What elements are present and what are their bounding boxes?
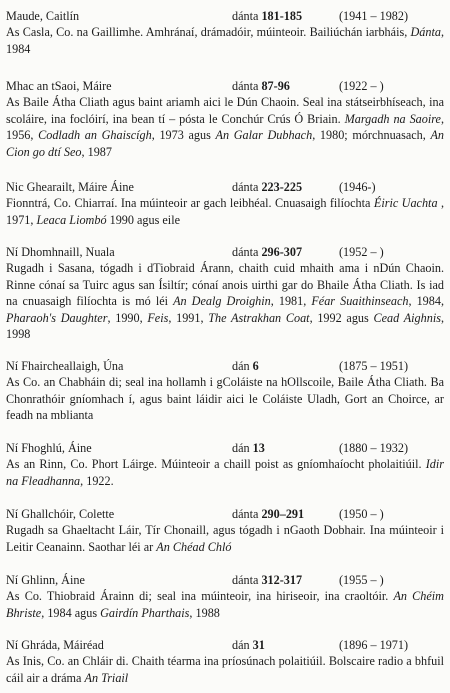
life-dates: (1941 – 1982) bbox=[339, 9, 409, 23]
author-name: Nic Ghearailt, Máire Áine bbox=[6, 180, 134, 194]
entry-nic-ghearailt-maire-aine bbox=[6, 179, 444, 228]
bio-text: 1990 agus eile bbox=[106, 212, 180, 227]
entry-ni-fhoghlu-aine bbox=[6, 440, 444, 489]
author-bio bbox=[6, 195, 444, 228]
entry-ni-ghallchoir-colette bbox=[6, 506, 444, 555]
work-title: An Cion go dtí Seo bbox=[6, 128, 444, 159]
author-bio bbox=[6, 24, 444, 57]
poem-reference: dán 6 bbox=[232, 359, 259, 373]
bio-text: , 1981, bbox=[270, 294, 312, 308]
work-title: Codladh an Ghaiscígh bbox=[38, 128, 152, 142]
poem-reference: dánta 296-307 bbox=[232, 245, 303, 259]
bio-text: As an Rinn, Co. Phort Láirge. Múinteoir a chaill poist as gníomhaíocht pholaitiúil. bbox=[6, 457, 426, 471]
entry-mhac-an-tsaoi-maire bbox=[6, 78, 444, 160]
entry-header bbox=[6, 244, 444, 260]
author-bio bbox=[6, 456, 444, 489]
bio-text: , 1992 agus bbox=[309, 310, 374, 325]
bio-text: , 1971, bbox=[6, 196, 445, 227]
bio-text: , 1973 agus bbox=[151, 128, 216, 142]
life-dates: (1880 – 1932) bbox=[339, 441, 409, 455]
author-name: Ní Fhoghlú, Áine bbox=[6, 441, 92, 455]
life-dates: (1922 – ) bbox=[339, 79, 384, 93]
work-title: Margadh na Saoire bbox=[344, 111, 441, 126]
author-name: Mhac an tSaoi, Máire bbox=[6, 79, 112, 93]
author-bio bbox=[6, 94, 444, 160]
bio-text: , 1987 bbox=[81, 144, 112, 159]
poem-reference: dánta 87-96 bbox=[232, 79, 290, 93]
entry-maude-caitlin bbox=[6, 8, 444, 57]
entry-ni-fhaircheallaigh-una bbox=[6, 358, 444, 424]
work-title: Dánta bbox=[410, 25, 441, 39]
life-dates: (1950 – ) bbox=[339, 507, 384, 521]
author-name: Ní Ghallchóir, Colette bbox=[6, 507, 115, 521]
bio-text: Rugadh i Sasana, tógadh i dTiobraid Árann, chaith cuid mhaith ama i nDún Chaoin. Rinne cónaí sa Tuirc agus san Ísiltír; cónaí anois uirthi gar do Bhaile Átha Cliath. Is iad na cnuasaigh filíochta is mó léi bbox=[6, 261, 444, 308]
author-bio bbox=[6, 374, 444, 424]
entry-ni-dhomhnaill-nuala bbox=[6, 244, 444, 343]
bio-text: , 1984 agus bbox=[41, 605, 101, 620]
work-title: The Astrakhan Coat bbox=[208, 310, 310, 325]
bio-text: , 1991, bbox=[168, 310, 209, 325]
author-name: Ní Ghráda, Máiréad bbox=[6, 638, 104, 652]
poem-reference: dánta 223-225 bbox=[232, 180, 303, 194]
entry-header bbox=[6, 506, 444, 522]
work-title: Cead Aighnis bbox=[373, 310, 441, 325]
author-name: Maude, Caitlín bbox=[6, 9, 80, 23]
entry-header bbox=[6, 440, 444, 456]
author-name: Ní Ghlinn, Áine bbox=[6, 573, 85, 587]
work-title: Éiric Uachta bbox=[373, 196, 438, 210]
life-dates: (1875 – 1951) bbox=[339, 359, 409, 373]
work-title: An Chéad Chló bbox=[156, 539, 232, 554]
entry-header bbox=[6, 78, 444, 94]
entry-header bbox=[6, 8, 444, 24]
entry-header bbox=[6, 572, 444, 588]
author-name: Ní Dhomhnaill, Nuala bbox=[6, 245, 115, 259]
bio-text: , 1988 bbox=[189, 605, 220, 620]
bio-text: , 1990, bbox=[107, 310, 148, 325]
work-title: An Chéim Bhriste bbox=[6, 589, 444, 620]
life-dates: (1896 – 1971) bbox=[339, 638, 409, 652]
author-bio bbox=[6, 260, 444, 343]
bio-text: Fionntrá, Co. Chiarraí. Ina múinteoir ar gach leibhéal. Cnuasaigh filíochta bbox=[6, 196, 374, 210]
life-dates: (1946-) bbox=[339, 180, 376, 194]
entry-ni-ghlinn-aine bbox=[6, 572, 444, 621]
poem-reference: dánta 312-317 bbox=[232, 573, 303, 587]
bio-text: , 1984, bbox=[408, 294, 445, 308]
life-dates: (1955 – ) bbox=[339, 573, 384, 587]
work-title: Pharaoh's Daughter bbox=[6, 310, 108, 325]
work-title: An Triail bbox=[84, 670, 129, 685]
poem-reference: dán 13 bbox=[232, 441, 265, 455]
bio-text: As Inis, Co. an Chláir di. Chaith téarma ina príosúnach polaitiúil. Bolscaire radio a bhfuil cáil air a dráma bbox=[6, 654, 444, 685]
entry-ni-ghrada-mairead bbox=[6, 637, 444, 686]
entry-header bbox=[6, 358, 444, 374]
poem-reference: dánta 290–291 bbox=[232, 507, 305, 521]
poem-reference: dánta 181-185 bbox=[232, 9, 303, 23]
author-bio bbox=[6, 588, 444, 621]
bio-text: , 1922. bbox=[80, 473, 114, 488]
work-title: Idir na Fleadhanna bbox=[6, 457, 444, 488]
bio-text: , 1980; mórchnuasach, bbox=[312, 128, 431, 142]
bio-text: As Baile Átha Cliath agus baint ariamh aici le Dún Chaoin. Seal ina státseirbhíseach, ina scoláire, ina foclóirí, ina bean tí – pósta le Conchúr Crús Ó Briain. bbox=[6, 95, 444, 126]
work-title: An Galar Dubhach bbox=[215, 128, 313, 142]
bio-text: As Casla, Co. na Gaillimhe. Amhránaí, drámadóir, múinteoir. Bailiúchán iarbháis, bbox=[6, 25, 411, 39]
author-bio bbox=[6, 653, 444, 686]
bio-text: , 1956, bbox=[6, 111, 445, 142]
bio-text: , 1998 bbox=[6, 310, 444, 341]
entry-header bbox=[6, 637, 444, 653]
entry-header bbox=[6, 179, 444, 195]
poem-reference: dán 31 bbox=[232, 638, 265, 652]
work-title: Feis bbox=[147, 310, 169, 325]
work-title: An Dealg Droighin bbox=[173, 294, 271, 308]
work-title: Féar Suaithinseach bbox=[311, 294, 409, 308]
author-bio bbox=[6, 522, 444, 555]
bio-text: As Co. an Chabháin di; seal ina hollamh i gColáiste na hOllscoile, Baile Átha Cliath. Ba Chonrathóir gníomhach í, agus baint láidir aici le Coláiste Uladh, Gort an Choirce, ar feadh na mblianta bbox=[6, 375, 444, 422]
work-title: Gairdín Pharthais bbox=[100, 605, 190, 620]
bio-text: As Co. Thiobraid Árainn di; seal ina múinteoir, ina hiriseoir, ina craoltóir. bbox=[6, 589, 394, 603]
author-name: Ní Fhaircheallaigh, Úna bbox=[6, 359, 124, 373]
work-title: Leaca Liombó bbox=[36, 212, 107, 227]
bio-text: Rugadh sa Ghaeltacht Láir, Tír Chonaill, agus tógadh i nGaoth Dobhair. Ina múinteoir i Leitir Ceanainn. Saothar léi ar bbox=[6, 523, 444, 554]
bio-text: , 1984 bbox=[6, 25, 444, 56]
life-dates: (1952 – ) bbox=[339, 245, 384, 259]
